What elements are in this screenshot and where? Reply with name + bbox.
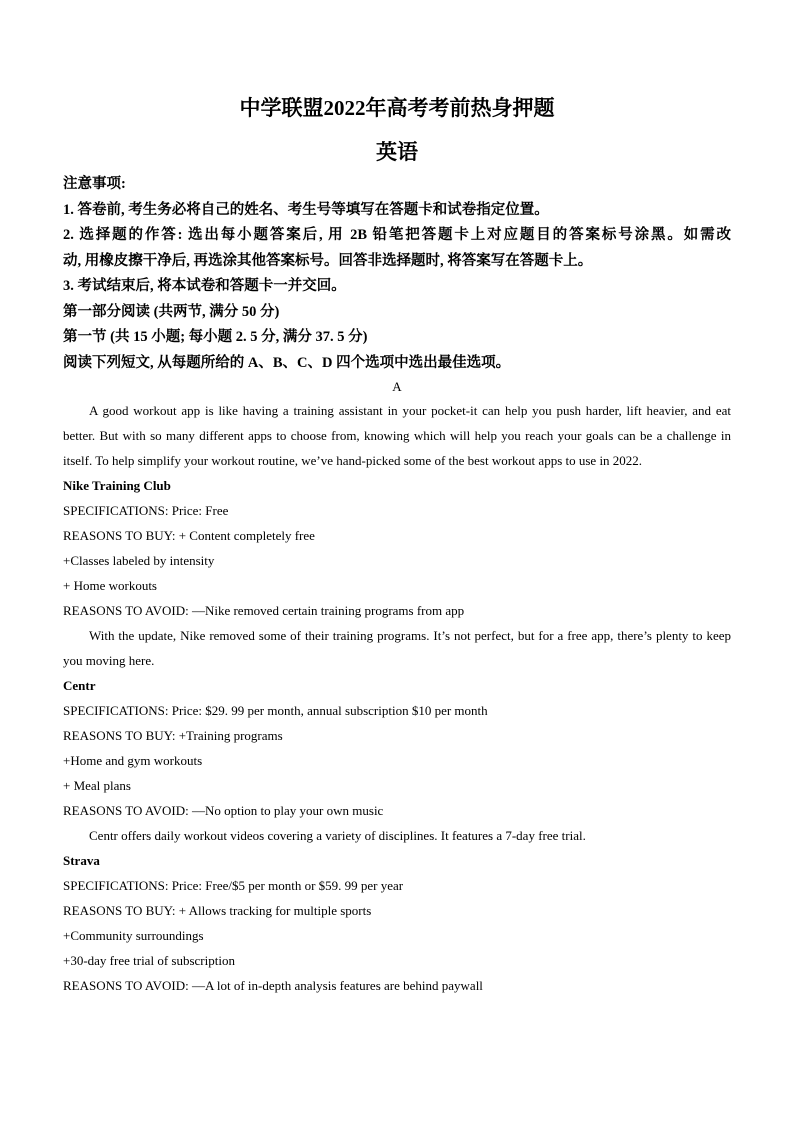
notes-item-2-line-1: 2. 选择题的作答: 选出每小题答案后, 用 2B 铅笔把答题卡上对应题目的答案标号涂黑。如需改 [63, 227, 731, 243]
app-entry-centr [63, 673, 731, 848]
subsection-heading: 第一节 (共 15 小题; 每小题 2. 5 分, 满分 37. 5 分) [63, 329, 368, 345]
exam-page [63, 94, 731, 998]
app-specs: SPECIFICATIONS: Price: Free [63, 503, 229, 518]
app-summary: Centr offers daily workout videos covering a variety of disciplines. It features a 7-day free trial. [89, 828, 586, 843]
app-reason-buy: + Home workouts [63, 578, 157, 593]
passage-label: A [392, 379, 402, 394]
part-heading: 第一部分阅读 (共两节, 满分 50 分) [63, 303, 280, 320]
app-reason-avoid: REASONS TO AVOID: —No option to play your own music [63, 803, 384, 818]
app-reason-buy: +Classes labeled by intensity [63, 553, 215, 568]
section-header [63, 300, 731, 377]
passage-a [63, 376, 731, 998]
notes-heading: 注意事项: [63, 176, 126, 192]
app-reason-buy: REASONS TO BUY: +Training programs [63, 728, 283, 743]
app-entry-strava [63, 848, 731, 998]
app-name: Centr [63, 678, 96, 693]
app-specs: SPECIFICATIONS: Price: $29. 99 per month, annual subscription $10 per month [63, 703, 488, 718]
app-reason-buy: + Meal plans [63, 778, 131, 793]
reading-instruction: 阅读下列短文, 从每题所给的 A、B、C、D 四个选项中选出最佳选项。 [63, 354, 511, 371]
app-name: Strava [63, 853, 100, 868]
app-reason-buy: REASONS TO BUY: + Content completely free [63, 528, 315, 543]
notes-section [63, 172, 731, 300]
exam-title: 中学联盟2022年高考考前热身押题 [239, 96, 555, 120]
app-name: Nike Training Club [63, 478, 171, 493]
notes-item-3: 3. 考试结束后, 将本试卷和答题卡一并交回。 [63, 278, 346, 294]
app-summary: With the update, Nike removed some of their training programs. It’s not perfect, but for a free app, there’s plenty to keep you moving here. [63, 628, 731, 668]
app-reason-buy: +Home and gym workouts [63, 753, 203, 768]
app-reason-avoid: REASONS TO AVOID: —A lot of in-depth analysis features are behind paywall [63, 978, 483, 993]
app-reason-buy: +Community surroundings [63, 928, 204, 943]
app-reason-avoid: REASONS TO AVOID: —Nike removed certain training programs from app [63, 603, 465, 618]
app-specs: SPECIFICATIONS: Price: Free/$5 per month or $59. 99 per year [63, 878, 404, 893]
app-reason-buy: REASONS TO BUY: + Allows tracking for multiple sports [63, 903, 372, 918]
app-entry-nike [63, 473, 731, 673]
notes-item-2-line-2: 动, 用橡皮擦干净后, 再选涂其他答案标号。回答非选择题时, 将答案写在答题卡上。 [63, 252, 593, 269]
exam-subject: 英语 [376, 140, 418, 164]
app-reason-buy: +30-day free trial of subscription [63, 953, 235, 968]
notes-item-1: 1. 答卷前, 考生务必将自己的姓名、考生号等填写在答题卡和试卷指定位置。 [63, 201, 549, 218]
passage-intro: A good workout app is like having a training assistant in your pocket-it can help you push harder, lift heavier, and eat better. But with so many different apps to choose from, knowing which will help you reach your goals can be a challenge in itself. To help simplify your workout routine, we’ve hand-picked some of the best workout apps to use in 2022. [63, 403, 731, 468]
